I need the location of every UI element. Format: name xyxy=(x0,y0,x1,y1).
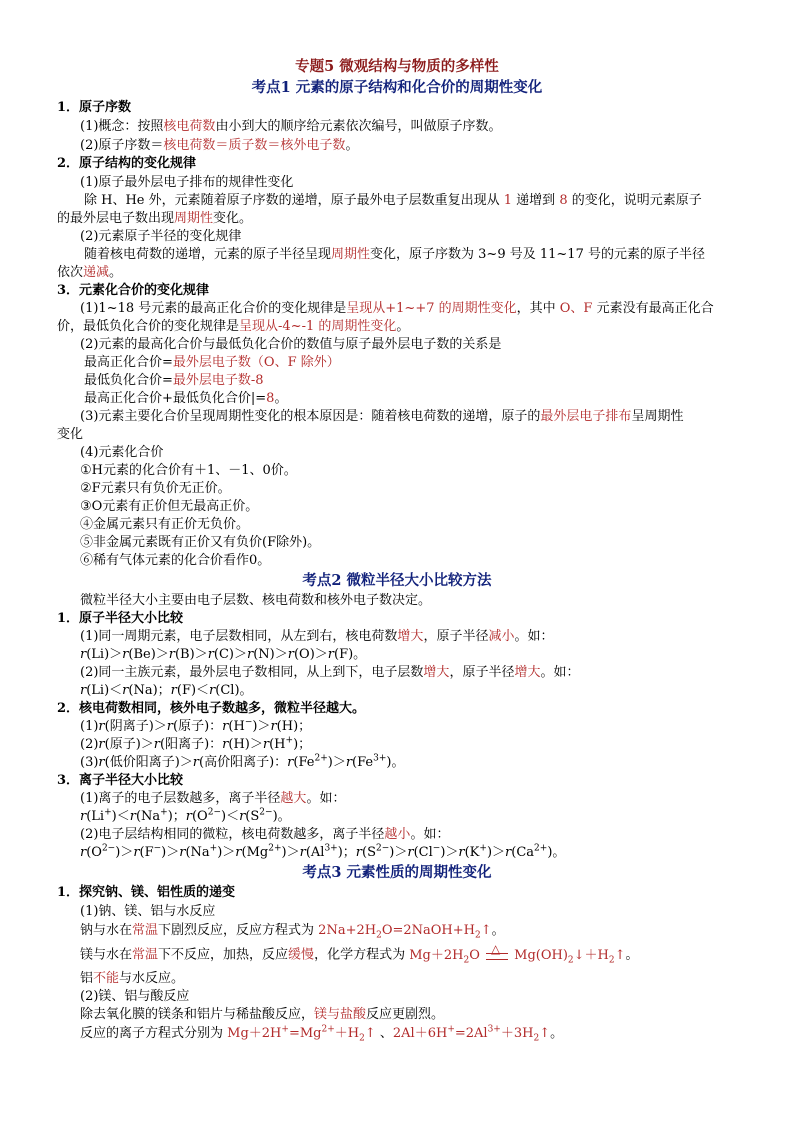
section-heading-1: 考点1 元素的原子结构和化合价的周期性变化 xyxy=(251,79,543,96)
document-title: 专题5 微观结构与物质的多样性 xyxy=(295,58,499,75)
text-line: $r(O^{2-})>r(F^-)>r(Na^+)>r(Mg^{2+})>r(Al^{3+})$；$r(S^{2-})>r(Cl^-)>r(K^+)>r(Ca^{2+})$。 xyxy=(80,843,566,860)
text-line: (2)原子序数＝核电荷数＝质子数＝核外电子数。 xyxy=(80,138,359,153)
section-heading-3: 考点3 元素性质的周期性变化 xyxy=(302,864,492,881)
text-line: (4)元素化合价 xyxy=(80,445,164,460)
item-heading: 2．核电荷数相同，核外电子数越多，微粒半径越大。 xyxy=(57,701,366,716)
text-line: ②F元素只有负价无正价。 xyxy=(80,481,231,496)
text-line: 反应的离子方程式分别为 $Mg+2H^+=Mg^{2+}+H_2↑$ 、$2Al+6H^+=2Al^{3+}+3H_2↑$。 xyxy=(80,1024,564,1044)
heating-condition-icon: △ xyxy=(484,946,510,964)
text-line: (2)r(原子)＞r(阳离子)：r(H)＞r(H+)； xyxy=(80,735,312,752)
text-line: (3)元素主要化合价呈现周期性变化的根本原因是：随着核电荷数的递增，原子的最外层电子排布呈周期性 xyxy=(80,409,684,424)
text-line: 价，最低负化合价的变化规律是呈现从-4~-1 的周期性变化。 xyxy=(57,319,410,334)
text-line: r(Li)＞r(Be)＞r(B)＞r(C)＞r(N)＞r(O)＞r(F)。 xyxy=(80,647,367,662)
text-line: (1)原子最外层电子排布的规律性变化 xyxy=(80,175,294,190)
text-line: (2)电子层结构相同的微粒，核电荷数越多，离子半径越小。如： xyxy=(80,827,450,842)
text-line: 铝不能与水反应。 xyxy=(80,971,185,986)
text-line: 最高正化合价+最低负化合价|=8。 xyxy=(84,391,288,406)
text-line: r(Li+)＜r(Na+)；$r(O^{2-})<r(S^{2-})$。 xyxy=(80,807,291,824)
text-line: (2)元素的最高化合价与最低负化合价的数值与原子最外层电子数的关系是 xyxy=(80,337,502,352)
text-line: ⑤非金属元素既有正价又有负价(F除外)。 xyxy=(80,535,321,550)
text-line: (3)r(低价阳离子)＞r(高价阳离子)：$r(Fe^{2+})>r(Fe^{3+})$。 xyxy=(80,753,405,770)
text-line: (1)同一周期元素，电子层数相同，从左到右，核电荷数增大，原子半径减小。如： xyxy=(80,629,554,644)
text-line: (2)同一主族元素，最外层电子数相同，从上到下，电子层数增大，原子半径增大。如： xyxy=(80,665,580,680)
text-line: (1)离子的电子层数越多，离子半径越大。如： xyxy=(80,791,346,806)
text-line: 随着核电荷数的递增，元素的原子半径呈现周期性变化，原子序数为 3~9 号及 11~17 号的元素的原子半径 xyxy=(84,247,705,262)
text-line: 镁与水在常温下不反应，加热，反应缓慢，化学方程式为 $Mg+2H_2O$ △ $Mg(OH)_2↓+H_2↑$。 xyxy=(80,942,639,966)
text-line: ④金属元素只有正价无负价。 xyxy=(80,517,250,532)
item-heading: 1．原子序数 xyxy=(57,100,132,115)
text-line: 的最外层电子数出现周期性变化。 xyxy=(57,211,253,226)
text-line: (2)镁、铝与酸反应 xyxy=(80,989,190,1004)
text-line: 变化 xyxy=(57,427,84,442)
item-heading: 3．元素化合价的变化规律 xyxy=(57,283,210,298)
item-heading: 1．原子半径大小比较 xyxy=(57,611,184,626)
section-heading-2: 考点2 微粒半径大小比较方法 xyxy=(302,572,492,589)
text-line: 最低负化合价=最外层电子数-8 xyxy=(84,373,264,388)
text-line: (1)1~18 号元素的最高正化合价的变化规律是呈现从+1~+7 的周期性变化，其中 O、F 元素没有最高正化合 xyxy=(80,301,714,316)
item-heading: 1．探究钠、镁、铝性质的递变 xyxy=(57,885,236,900)
text-line: 除去氧化膜的镁条和铝片与稀盐酸反应，镁与盐酸反应更剧烈。 xyxy=(80,1007,445,1022)
text-line: 除 H、He 外，元素随着原子序数的递增，原子最外电子层数重复出现从 1 递增到 8 的变化，说明元素原子 xyxy=(84,193,702,208)
text-line: 钠与水在常温下剧烈反应，反应方程式为 $2Na+2H_2O=2NaOH+H_2↑$。 xyxy=(80,923,505,941)
text-line: ⑥稀有气体元素的化合价看作0。 xyxy=(80,553,271,568)
text-line: (1)钠、镁、铝与水反应 xyxy=(80,904,216,919)
text-line: (1)概念：按照核电荷数由小到大的顺序给元素依次编号，叫做原子序数。 xyxy=(80,119,502,134)
text-line: ①H元素的化合价有＋1、－1、0价。 xyxy=(80,463,297,478)
text-line: 微粒半径大小主要由电子层数、核电荷数和核外电子数决定。 xyxy=(80,593,432,608)
text-line: ③O元素有正价但无最高正价。 xyxy=(80,499,259,514)
item-heading: 2．原子结构的变化规律 xyxy=(57,156,197,171)
text-line: 最高正化合价=最外层电子数（O、F 除外） xyxy=(84,355,340,370)
text-line: (2)元素原子半径的变化规律 xyxy=(80,229,242,244)
item-heading: 3．离子半径大小比较 xyxy=(57,773,184,788)
text-line: 依次递减。 xyxy=(57,265,123,280)
text-line: (1)r(阴离子)＞r(原子)：r(H−)＞r(H)； xyxy=(80,717,312,734)
text-line: r(Li)＜r(Na)；r(F)＜r(Cl)。 xyxy=(80,683,253,698)
